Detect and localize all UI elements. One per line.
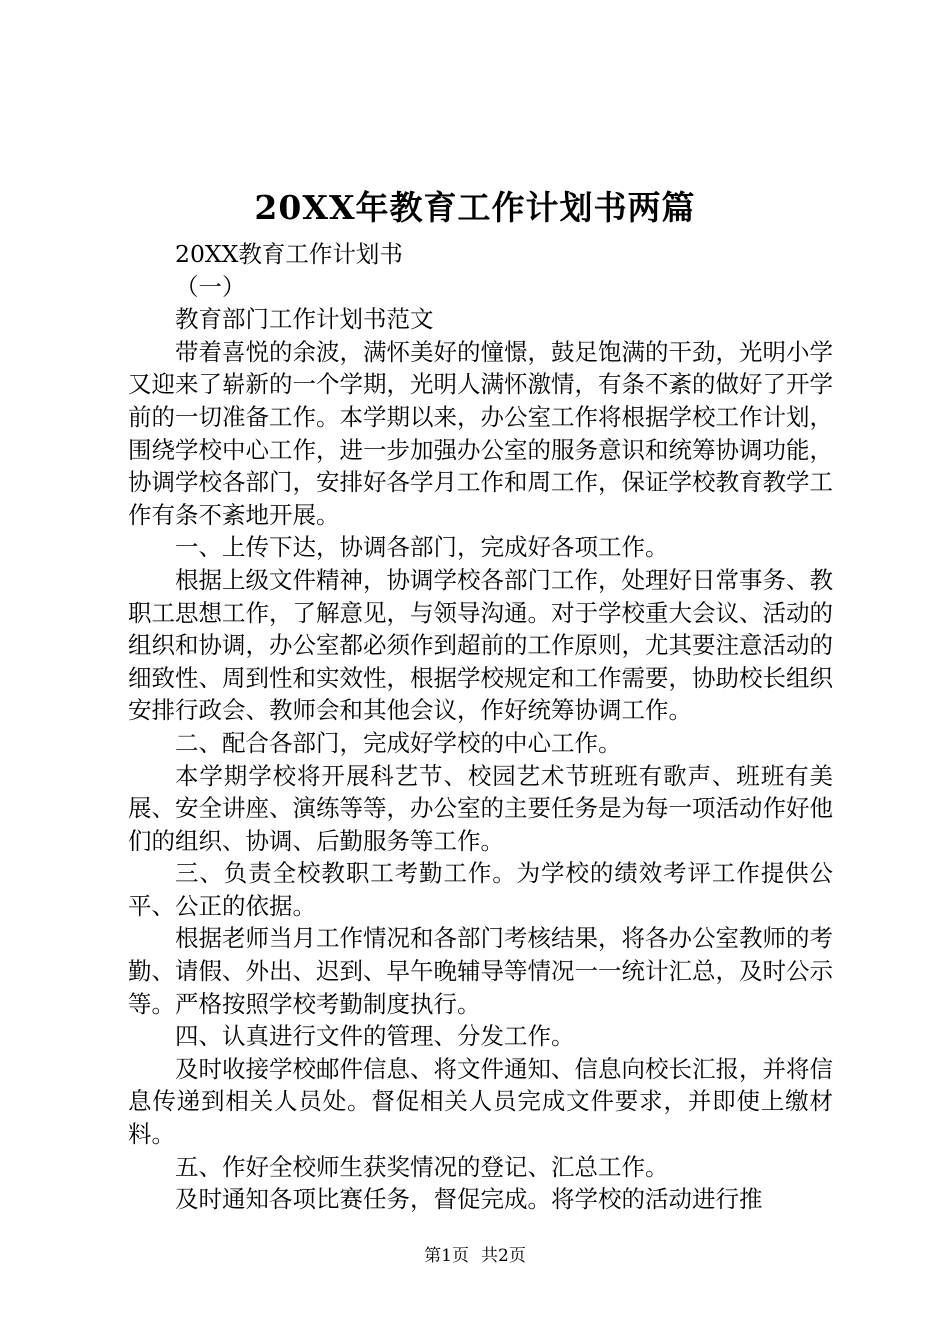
paragraph: 根据上级文件精神，协调学校各部门工作，处理好日常事务、教职工思想工作，了解意见，与领导沟通。对于学校重大会议、活动的组织和协调，办公室都必须作到超前的工作原则，尤其要注意活动的细致性、周到性和实效性，根据学校规定和工作需要，协助校长组织安排行政会、教师会和其他会议，作好统筹协调工作。 <box>128 565 833 725</box>
page-count: 共2页 <box>481 1246 526 1266</box>
item-heading: 二、配合各部门，完成好学校的中心工作。 <box>175 728 622 757</box>
paragraph: 本学期学校将开展科艺节、校园艺术节班班有歌声、班班有美展、安全讲座、演练等等，办公室的主要任务是为每一项活动作好他们的组织、协调、后勤服务等工作。 <box>128 761 833 855</box>
item-heading: 三、负责全校教职工考勤工作。为学校的绩效考评工作提供公平、公正的依据。 <box>128 859 833 920</box>
item-heading: 四、认真进行文件的管理、分发工作。 <box>175 1022 575 1051</box>
paragraph: 根据老师当月工作情况和各部门考核结果，将各办公室教师的考勤、请假、外出、迟到、早午晚辅导等情况一一统计汇总，及时公示等。严格按照学校考勤制度执行。 <box>128 924 833 1018</box>
item-heading: 五、作好全校师生获奖情况的登记、汇总工作。 <box>175 1152 669 1181</box>
paragraph: 及时通知各项比赛任务，督促完成。将学校的活动进行推 <box>175 1185 763 1214</box>
paragraph: 及时收接学校邮件信息、将文件通知、信息向校长汇报，并将信息传递到相关人员处。督促相关人员完成文件要求，并即使上缴材料。 <box>128 1054 833 1149</box>
section-number: （一） <box>175 272 246 301</box>
page-footer <box>0 1244 950 1268</box>
section-heading: 教育部门工作计划书范文 <box>175 305 434 334</box>
document-body <box>128 238 833 1216</box>
document-title: 20XX年教育工作计划书两篇 <box>254 188 696 227</box>
paragraph: 带着喜悦的余波，满怀美好的憧憬，鼓足饱满的干劲，光明小学又迎来了崭新的一个学期，光明人满怀激情，有条不紊的做好了开学前的一切准备工作。本学期以来，办公室工作将根据学校工作计划，围绕学校中心工作，进一步加强办公室的服务意识和统筹协调功能，协调学校各部门，安排好各学月工作和周工作，保证学校教育教学工作有条不紊地开展。 <box>128 337 833 529</box>
page-number: 第1页 <box>424 1246 469 1266</box>
subtitle: 20XX教育工作计划书 <box>175 240 403 268</box>
item-heading: 一、上传下达，协调各部门，完成好各项工作。 <box>175 533 669 562</box>
